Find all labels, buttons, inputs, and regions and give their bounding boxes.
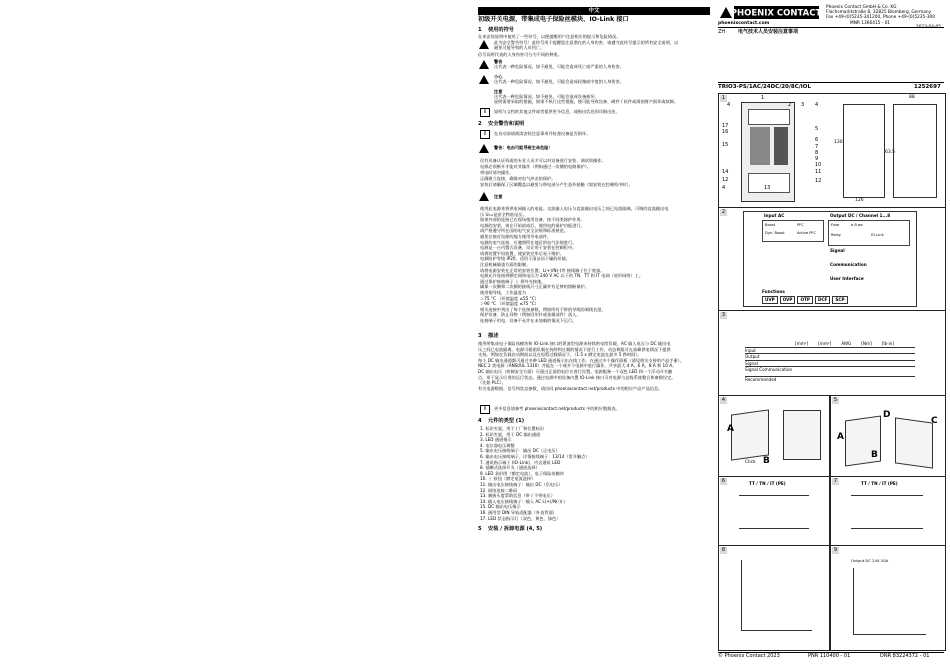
section-2-number: 2 (478, 121, 482, 127)
warning-icon (479, 60, 489, 69)
list-item: 8. 插槽式选择开关（通道选择） (480, 465, 540, 471)
output-wiring-diagram (741, 560, 812, 631)
figure-2-panel (718, 207, 946, 311)
section-3-title: 描述 (488, 333, 499, 339)
function-ovp: OVP (780, 296, 796, 304)
company-street: Flachsmarktstraße 8, 32825 Blomberg, Germany (826, 10, 932, 15)
figure-1-panel (718, 93, 946, 208)
callout-16: 16 (722, 129, 729, 135)
s1-symbol-text-2: 避免可能导致的人员伤亡。 (494, 45, 545, 50)
wiring-diagram (851, 495, 923, 529)
section-4-number: 4 (478, 418, 482, 424)
table-row: Input (745, 347, 915, 354)
list-item: 15. DC 输出电压指示 (480, 504, 521, 510)
step-c-label: C (931, 416, 938, 426)
s3-info-text: 更多信息请参考 phoenixcontact.net/products 中的相应数据表。 (494, 406, 620, 411)
table-row: Signal Communication (745, 366, 915, 373)
boost-label: Boost (765, 223, 776, 227)
callout-4b: 4 (815, 102, 819, 108)
table-row: Signal (745, 360, 915, 367)
s3-description (478, 341, 684, 391)
section-4-title: 元件的类型 (1) (488, 418, 525, 424)
s1-intro: 在本安装说明中使用了一些符号，以便提醒用户注意相应的提示和危险情况。 (478, 34, 621, 39)
s2-bullet: 电源的安装，请在开始前或后，使用电的保护功能进行。 (480, 222, 585, 228)
table-row: Output (745, 353, 915, 360)
figure-3-panel (718, 310, 946, 396)
caution-icon (479, 75, 489, 84)
electric-shock-warning-icon (479, 144, 489, 153)
section-5-title: 安装 / 拆卸电源 (4, 5) (488, 526, 543, 532)
s2-bullet: 请严格遵守所在国的电气安全法规和标准规范。 (480, 228, 568, 234)
company-fax: Fax +49-(0)5235-341200, Phone +49-(0)5235-300 (826, 15, 936, 20)
callout-12b: 12 (722, 177, 729, 183)
function-otp: OTP (797, 296, 813, 304)
figure-number: 9 (833, 547, 838, 553)
click-label: Click (745, 460, 756, 465)
dim-height: 130 (834, 140, 843, 145)
s2-bullet: ＞90 °C （环境温度 ≤75 °C） (480, 301, 539, 307)
s2-bullet: 注意机械载重方面的限制。 (480, 261, 531, 267)
pnr-number: PNR 110400 - 01 (808, 653, 851, 659)
section-2-title: 安全警告和说明 (488, 121, 525, 127)
output-dc-label: Output DC / Channel 1...8 (830, 213, 891, 218)
s1-symbol-text-1: 此为安全警告符号！此符号用于提醒您注意潜在的人身伤害。请遵守此符号提示的所有安全说明，以 (494, 40, 679, 45)
mount-device-snapped (783, 410, 821, 460)
signal-label: Signal (830, 248, 845, 253)
s2-bullet: 电源防护等级 IP20，适用于清洁而干燥的环境。 (480, 256, 570, 262)
list-item: 17. LED 状态指示灯（双色，黄色，绿色） (480, 515, 561, 521)
note-title: 注意 (494, 89, 503, 94)
copyright: © Phoenix Contact 2023 (718, 653, 780, 659)
caution-text: 这代表一种危险情况，如不避免，可能会造成轻微或中度的人身伤害。 (494, 79, 624, 84)
list-item: 4. 电位器电压调整 (480, 442, 515, 448)
document-title: 初级开关电源，带集成电子保险丝模块、IO-Link 接口 (478, 16, 629, 23)
mnr-number: MNR 1366415 - 01 (850, 21, 891, 26)
figure-9-panel (830, 545, 946, 651)
language-code: ZH (718, 29, 726, 35)
front-view-drawing (893, 104, 937, 198)
callout-5: 5 (815, 126, 819, 132)
figure-number: 3 (721, 312, 726, 318)
callout-9: 9 (815, 156, 819, 162)
table-header-cell: [Nm] (861, 341, 872, 346)
figure-5-panel (830, 395, 946, 477)
s2-bullet: 压 Uₒᵤₜ是安全特低电压。 (480, 211, 527, 217)
function-scp: SCP (832, 296, 847, 304)
function-dcf: DCF (815, 296, 830, 304)
output-wiring-diagram (853, 568, 926, 635)
list-item: 7. 通讯指示端子 (IO-Link)，内含通讯 LED (480, 459, 561, 465)
callout-12: 12 (815, 178, 822, 184)
doc-date: 2023-04-05 (916, 25, 941, 30)
s3-line: 有关电源数据、信号和状态参数，请访问 phoenixcontact.net/products 中的相应产品产品信息。 (478, 385, 663, 391)
s2-bullet: 使用此电源来将供电网输入的电能。交流输入电压与直流输出电压之间已电流隔离。可调的直流输出电 (480, 206, 669, 211)
s3-line: 支持。例如在负载启动期间以及在短暂过载情况下，（1.5 x 额定电流在最多 5 秒时间）。 (478, 352, 642, 358)
step-d-label: D (883, 410, 891, 420)
fuse-label: Fuse (831, 223, 840, 227)
logo-text: PHOENIX CONTACT (730, 8, 820, 19)
active-pfc-label: Active PFC (797, 231, 817, 235)
section-5-number: 5 (478, 526, 482, 532)
table-header-cell: [mm²] (795, 341, 809, 346)
s2-bullet: 连接端子用电，设备不允许在未加载的情况下运行。 (480, 317, 577, 323)
s2-bullet: 仅有具备认证资质的专业人员才可以对设备进行安装、调试和操作。 (480, 158, 606, 163)
s3-line: DC 输出电压（故障安全方面）可通过正面的电位计进行设置。电源配备一个双色 LED 和一个浮动开关触 (478, 368, 673, 374)
caution-title: 小心 (494, 74, 503, 79)
s2-bullet: 使用铜导线，工作温度为 (480, 289, 527, 295)
s2-bullet-list (480, 206, 668, 323)
list-item: 11. 输出电压接线端子：输出 DC（负电压） (480, 481, 563, 487)
connection-table (745, 341, 915, 383)
s3-line: 压之间已电流隔离。电源可根据负载在持续和过载的情况下进行工作，动态和跟可在高峰供电情况下提供 (478, 346, 671, 352)
figure-4-panel (718, 395, 830, 477)
block-diagram (743, 211, 917, 307)
callout-1: 1 (761, 95, 765, 101)
s2-bullet: 请将电源安装在正常的安装位置。L(+)/N(-)等 接线端子位于底部。 (480, 267, 605, 273)
terminal-block-top (748, 109, 790, 125)
info-text: 说明与文档的其他文件或者提供更多信息、或指出信息的详细出处。 (494, 109, 620, 114)
relay-label: Relay (831, 233, 841, 237)
table-header-cell (745, 341, 785, 347)
list-item: 3. LED 通道指示 (480, 437, 512, 443)
s2-bullet: 确保一次侧和二次侧的接线尺寸正确并有足够的熔断保护。 (480, 284, 589, 290)
header-rule (718, 27, 944, 28)
dyn-boost-label: Dyn. Boost (765, 231, 785, 235)
efuse-label: e-Fuse (851, 223, 863, 227)
function-badges (762, 296, 848, 304)
network-type-label: TT / TN / IT (PE) (749, 481, 786, 486)
s2-bullet: 电源必须断开才能对其操作（例如通过一次侧的电路保护）。 (480, 164, 591, 169)
callout-3: 3 (801, 102, 805, 108)
dim-depth: 126 (855, 198, 864, 203)
info-icon: i (480, 130, 490, 139)
callout-7: 7 (815, 144, 819, 150)
table-note: Recommended (745, 376, 915, 383)
warning-text: 这代表一种危险情况，如不避免，可能会造成死亡或严重的人身伤害。 (494, 64, 624, 69)
mount-device-tilted (731, 409, 769, 460)
s2-bullet: 请将装置平坦放置，使安装完毕后易于维护。 (480, 250, 564, 256)
product-number: 1252697 (914, 84, 941, 90)
note-warning-icon (479, 192, 489, 201)
s3-line: （比如 PLC）。 (478, 380, 506, 386)
figure-number: 4 (721, 397, 726, 403)
table-header-cell: [lb·in] (881, 341, 894, 346)
list-item: 5. 输出电压接线端子：输出 DC（正电压） (480, 448, 560, 454)
product-rule (718, 82, 944, 83)
callout-14: 14 (722, 169, 729, 175)
figure-number: 2 (721, 209, 726, 215)
note-text-2: 说明需要采取的措施，如果不执行这些措施，便可能导致设备、硬件 / 软件或周围财产损坏或故障。 (494, 99, 679, 104)
list-item: 13. 刺接头度帮助信息（带 / 不带电压） (480, 493, 555, 499)
callout-15: 15 (722, 142, 729, 148)
functions-label: Functions (762, 289, 785, 294)
s4-component-list (480, 426, 590, 521)
figure-7-panel (830, 476, 946, 546)
figure-number: 8 (721, 547, 726, 553)
s3-line: 使用带集成电子保险丝模块和 IO-Link 接口的紧凑型电源来持续供电给负载，AC 输入电压与 DC 输出电 (478, 341, 671, 346)
warning-title: 警告 (494, 59, 503, 64)
step-a-label: A (837, 432, 844, 442)
s2-bullet: 相关连接中列出了每个连接参数，例如所有不带的导线的剥线长度。 (480, 306, 606, 312)
table-header (745, 341, 915, 347)
list-item: 12. 网络连接二维码 (480, 487, 518, 493)
info-icon: i (480, 108, 490, 117)
callout-4c: 4 (722, 185, 726, 191)
s2-bullet: ＞75 °C （环境温度 ≤55 °C） (480, 295, 539, 301)
section-3-number: 3 (478, 333, 482, 339)
s2-bullet: 电源是一台内置式设备，设计用于安装在控制柜中。 (480, 245, 577, 251)
s2-info-text: 在启动前请阅读安装注意事项并检查设备是否损坏。 (494, 131, 591, 136)
function-uvp: UVP (762, 296, 778, 304)
safety-alert-icon (479, 40, 489, 49)
dim-width: 88 (909, 95, 915, 100)
s3-line: 点，用于显示应用的运行状态。通过电源中的设备内置 IO-Link 接口可对电源与总线系统整合和参数设定。 (478, 374, 676, 380)
list-item: 1. 标识夹架，用于工厂和位置标识 (480, 426, 544, 431)
communication-label: Communication (830, 262, 867, 267)
section-1-number: 1 (478, 27, 482, 33)
callout-13: 13 (764, 185, 771, 191)
s2-bullet: 电源允许连接到额定网络电压为 240 V AC 以下的 TN、TT 和 IT 电网（星形网络）上。 (480, 273, 644, 279)
s3-line: NEC 2 类电源（ANSI/UL 1310）并能在一个或多个电源中进行操作，共享最大 4 A，6 A，8 A 和 10 A。 (478, 363, 677, 369)
network-type-label: TT / TN / IT (PE) (861, 481, 898, 486)
language-bar: 中文 (478, 7, 710, 15)
company-web: phoenixcontact.com (718, 21, 770, 26)
list-item: 9. LED 条形图（额定电流），电子保险丝模块 (480, 470, 564, 476)
shock-warning-title: 警告：电击可能导致生命危险！ (494, 145, 553, 150)
dnr-number: DNR 83224372 - 01 (880, 653, 930, 659)
s2-bullet: 保护设备，防止异物（例如回形针或金属部件）落入。 (480, 312, 581, 318)
product-name: TRIO3-PS/1AC/24DC/20/8C/IOL (718, 84, 811, 90)
callout-4: 4 (727, 102, 731, 108)
wiring-diagram (739, 495, 809, 529)
step-b-label: B (871, 450, 878, 460)
callout-11: 11 (815, 169, 822, 175)
figure-number: 7 (833, 478, 838, 484)
user-interface-label: User Interface (830, 276, 864, 281)
info-icon: i (480, 405, 490, 414)
doc-subtitle: 电气技术人员安装注意事项 (738, 29, 799, 35)
s2-bullet: 通过保护接地端子 ⏚ 将外壳接地。 (480, 278, 546, 284)
step-a-label: A (727, 424, 734, 434)
side-view-drawing (843, 104, 885, 198)
callout-10: 10 (815, 162, 822, 168)
note-text-1: 这代表一种危险情况，如不避免，可能会造成设备损坏。 (494, 94, 599, 99)
s2-bullet: 如果外部的连接已在现场使用设备，按不同类保护作用。 (480, 217, 585, 223)
figure-number: 5 (833, 397, 838, 403)
callout-8: 8 (815, 150, 819, 156)
step-b-label: B (763, 456, 770, 466)
channel-terminals (774, 127, 788, 165)
s2-bullet: 电源的电气连接，应遵照所在地区的电气法规进行。 (480, 239, 577, 245)
s2-bullet: 避免在接近电源的地方使用导电部件。 (480, 233, 552, 239)
led-bargraph (750, 127, 770, 165)
iolink-label: IO-Link (871, 233, 884, 237)
input-block (762, 220, 824, 242)
table-header-cell: [mm²] (818, 341, 832, 346)
list-item: 14. 输入电压接线端子：输入 AC L(+)/N(-)/⏚ (480, 498, 567, 504)
callout-6: 6 (815, 137, 819, 143)
section-1-title: 使用的符号 (488, 27, 514, 33)
s2-bullet: 安装后请确保了区域覆盖以避免与带电部分产生意外接触（如安装在控制柜中时）。 (480, 182, 633, 187)
list-item: 2. 标识夹架，用于 DC 输出通道 (480, 431, 541, 437)
figure-6-panel (718, 476, 830, 546)
s2-bullet: 带电时请勿操作。 (480, 170, 514, 175)
company-name: Phoenix Contact GmbH & Co. KG (826, 5, 897, 10)
s2-bullet: 正确建立连接，确保对电气冲击的保护。 (480, 176, 556, 181)
dismount-device-b (895, 417, 933, 468)
s3-line: 每个 DC 输出通道都可通过多种 LED 通道指示出在线工作。在通过多个操作面板（请见相关支持的产品手册）。 (478, 357, 685, 363)
phoenix-contact-logo (718, 5, 820, 20)
output-label: Output DC 24V 20A (851, 558, 889, 563)
callout-17: 17 (722, 123, 729, 129)
callout-2: 2 (788, 102, 792, 108)
list-item: 6. 输出电压接线端子，详情接线端子：13/14（常开触点） (480, 453, 590, 459)
figure-number: 6 (721, 478, 726, 484)
note-2-title: 注意 (494, 194, 503, 199)
pfc-label: PFC (797, 223, 804, 227)
s1-signal-text: 信号词所代表的人身伤害可分为不同的种类。 (478, 52, 562, 57)
phoenix-contact-logo-mark (718, 5, 820, 20)
input-ac-label: Input AC (764, 213, 785, 218)
dim-offset: 63.5 (885, 150, 896, 155)
list-item: 16. 通用型 DIN 导轨适配器（外表背面） (480, 509, 557, 515)
table-header-cell: AWG (841, 341, 852, 346)
figure-8-panel (718, 545, 830, 651)
list-item: 10. ⏚ 按钮（额定电流选择） (480, 476, 536, 482)
figure-number: 1 (721, 95, 726, 101)
output-block (828, 220, 910, 246)
